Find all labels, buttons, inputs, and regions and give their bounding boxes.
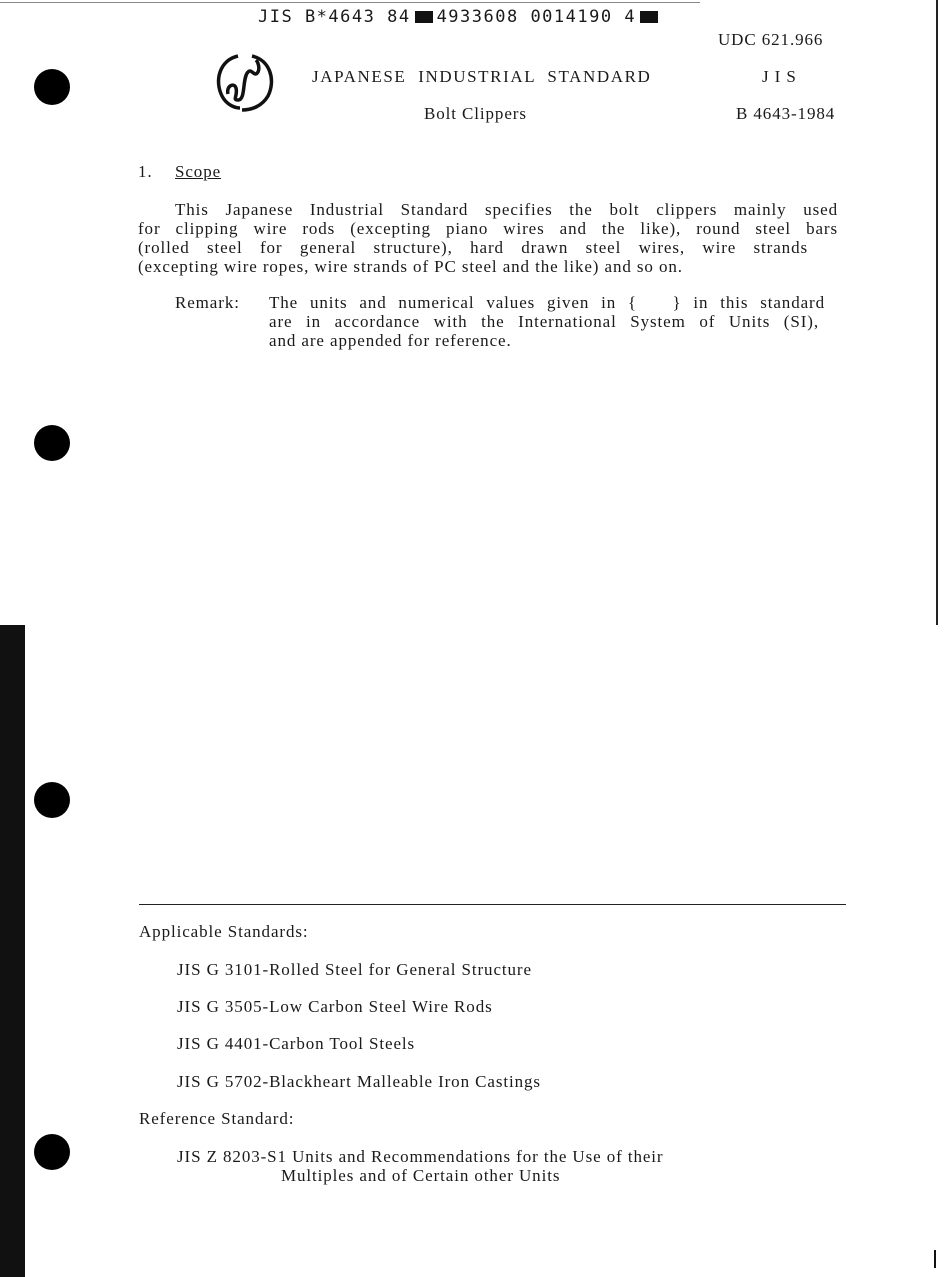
bottom-right-mark [934,1250,936,1268]
left-black-band [0,625,25,1277]
scope-paragraph-line: This Japanese Industrial Standard specifies the bolt clippers mainly used [175,200,838,219]
jis-logo-icon [212,50,278,114]
reference-standard-item: JIS Z 8203-S1 Units and Recommendations for the Use of their [177,1147,664,1166]
remark-line: are in accordance with the International System of Units (SI), [269,312,819,331]
code-part: JIS B*4643 84 [258,7,411,27]
black-block [640,11,658,23]
document-code-line [258,8,662,27]
document-subject: Bolt Clippers [424,104,527,123]
remark-line: and are appended for reference. [269,331,512,350]
scope-paragraph-line: (rolled steel for general structure), hard drawn steel wires, wire strands [138,238,808,257]
top-edge-line [0,2,700,3]
scope-paragraph-line: for clipping wire rods (excepting piano wires and the like), round steel bars [138,219,838,238]
punch-hole [34,782,70,818]
punch-hole [34,1134,70,1170]
section-heading: Scope [175,162,222,181]
jis-label: J I S [762,67,797,86]
scope-paragraph-line: (excepting wire ropes, wire strands of PC steel and the like) and so on. [138,257,683,276]
applicable-standard-item: JIS G 4401-Carbon Tool Steels [177,1034,416,1053]
punch-hole [34,425,70,461]
footer-divider [139,904,846,905]
remark-label: Remark: [175,293,240,312]
reference-standard-heading: Reference Standard: [139,1109,295,1128]
applicable-standard-item: JIS G 3505-Low Carbon Steel Wire Rods [177,997,493,1016]
reference-standard-item: Multiples and of Certain other Units [281,1166,561,1185]
applicable-standards-heading: Applicable Standards: [139,922,309,941]
applicable-standard-item: JIS G 3101-Rolled Steel for General Structure [177,960,532,979]
code-part: 4933608 0014190 4 [436,7,637,27]
applicable-standard-item: JIS G 5702-Blackheart Malleable Iron Castings [177,1072,541,1091]
remark-line: The units and numerical values given in { } in this standard [269,293,825,312]
udc-number: UDC 621.966 [718,30,824,49]
section-number: 1. [138,162,153,181]
document-title: JAPANESE INDUSTRIAL STANDARD [312,67,652,86]
right-edge-line [936,0,938,625]
black-block [415,11,433,23]
punch-hole [34,69,70,105]
standard-number: B 4643-1984 [736,104,836,123]
